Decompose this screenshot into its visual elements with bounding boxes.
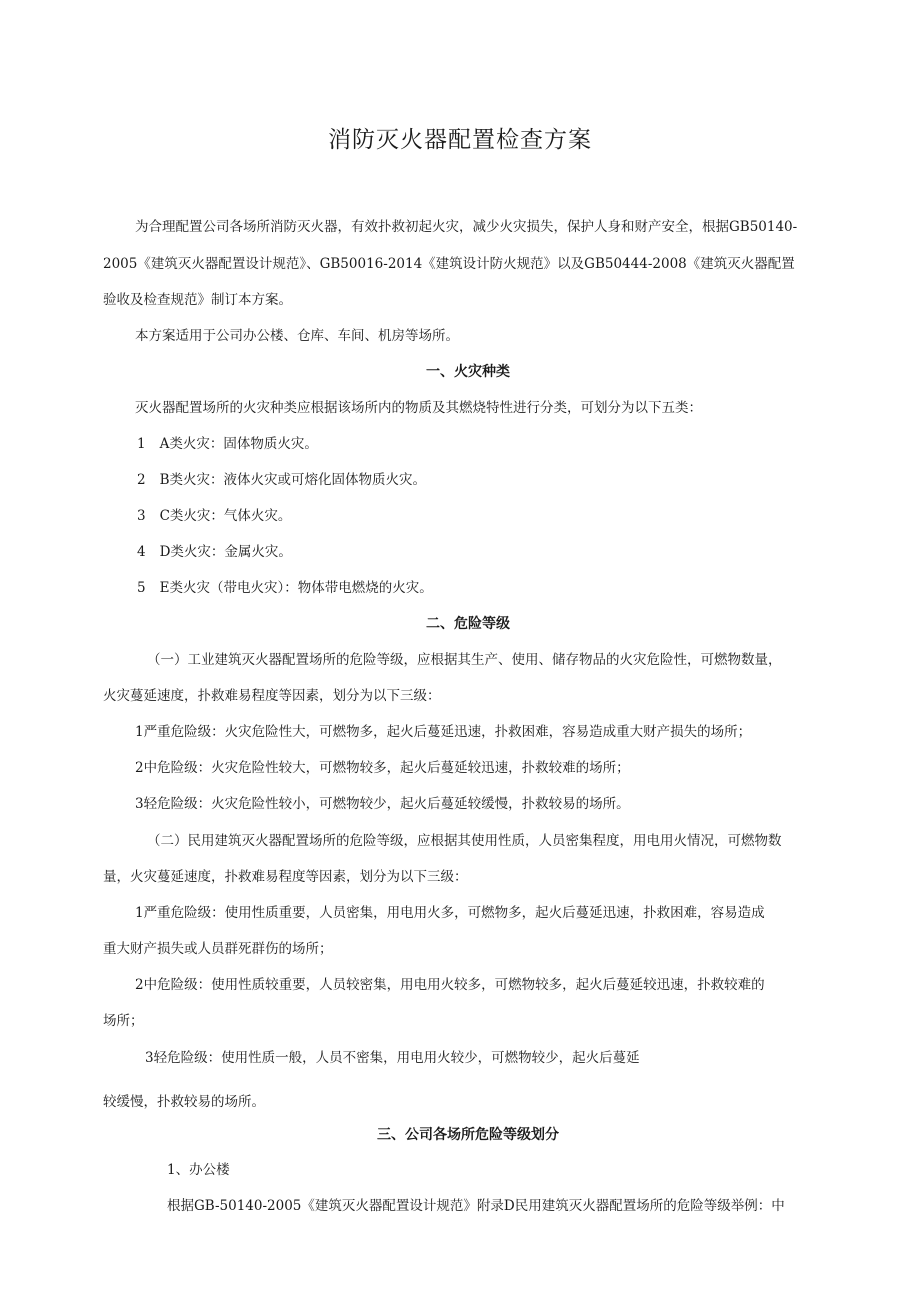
industrial-level-item: 3轻危险级：火灾危险性较小，可燃物较少，起火后蔓延较缓慢，扑救较易的场所。 [135,796,630,812]
fire-class-item [137,435,318,453]
fire-class-text: A类火灾：固体物质火灾。 [159,436,318,452]
fire-class-item [137,543,292,561]
industrial-level-item: 1严重危险级：火灾危险性大，可燃物多，起火后蔓延迅速，扑救困难，容易造成重大财产损失的场所； [135,724,752,740]
fire-class-num: 3 [137,508,146,524]
civil-severe-line-2: 重大财产损失或人员群死群伤的场所； [103,941,333,957]
civil-medium-line-1: 2中危险级：使用性质较重要，人员较密集，用电用火较多，可燃物较多，起火后蔓延较迅速，扑救较难的 [135,977,765,993]
section3-paragraph: 根据GB-50140-2005《建筑灭火器配置设计规范》附录D民用建筑灭火器配置场所的危险等级举例：中 [167,1198,785,1214]
fire-class-item [137,579,433,597]
intro-line-3: 验收及检查规范》制订本方案。 [103,292,292,308]
fire-class-num: 4 [137,544,146,560]
fire-class-text: D类火灾：金属火灾。 [159,544,292,560]
section3-sub-heading: 1、办公楼 [167,1162,230,1178]
civil-line-2: 量，火灾蔓延速度，扑救难易程度等因素，划分为以下三级： [103,869,468,885]
fire-class-num: 1 [137,436,146,452]
fire-class-num: 5 [137,580,146,596]
civil-severe-line-1: 1严重危险级：使用性质重要，人员密集，用电用火多，可燃物多，起火后蔓延迅速，扑救困难，容易造成 [135,905,765,921]
section1-heading: 一、火灾种类 [426,364,510,380]
fire-class-item [137,471,426,489]
fire-class-text: B类火灾：液体火灾或可熔化固体物质火灾。 [159,472,427,488]
civil-medium-line-2: 场所； [103,1013,144,1029]
industrial-line-1: （一）工业建筑灭火器配置场所的危险等级，应根据其生产、使用、储存物品的火灾危险性，可燃物数量， [147,652,782,668]
document-title: 消防灭火器配置检查方案 [328,127,592,153]
section2-heading: 二、危险等级 [426,616,510,632]
section1-lead: 灭火器配置场所的火灾种类应根据该场所内的物质及其燃烧特性进行分类，可划分为以下五类： [135,400,702,416]
section3-heading: 三、公司各场所危险等级划分 [377,1127,559,1143]
civil-light-line-2: 较缓慢，扑救较易的场所。 [103,1094,265,1110]
fire-class-text: E类火灾（带电火灾）：物体带电燃烧的火灾。 [159,580,433,596]
fire-class-item [137,507,291,525]
fire-class-num: 2 [137,472,146,488]
industrial-level-item: 2中危险级：火灾危险性较大，可燃物较多，起火后蔓延较迅速，扑救较难的场所； [135,760,630,776]
civil-line-1: （二）民用建筑灭火器配置场所的危险等级，应根据其使用性质，人员密集程度，用电用火情况，可燃物数 [147,833,782,849]
intro-line-1: 为合理配置公司各场所消防灭火器，有效扑救初起火灾，减少火灾损失，保护人身和财产安全，根据GB50140- [135,219,798,235]
scope-paragraph: 本方案适用于公司办公楼、仓库、车间、机房等场所。 [135,328,459,344]
fire-class-text: C类火灾：气体火灾。 [159,508,292,524]
intro-line-2: 2005《建筑灭火器配置设计规范》、GB50016-2014《建筑设计防火规范》以及GB50444-2008《建筑灭火器配置 [103,256,795,272]
industrial-line-2: 火灾蔓延速度，扑救难易程度等因素，划分为以下三级： [103,688,441,704]
civil-light-line-1: 3轻危险级：使用性质一般，人员不密集，用电用火较少，可燃物较少，起火后蔓延 [145,1050,640,1066]
